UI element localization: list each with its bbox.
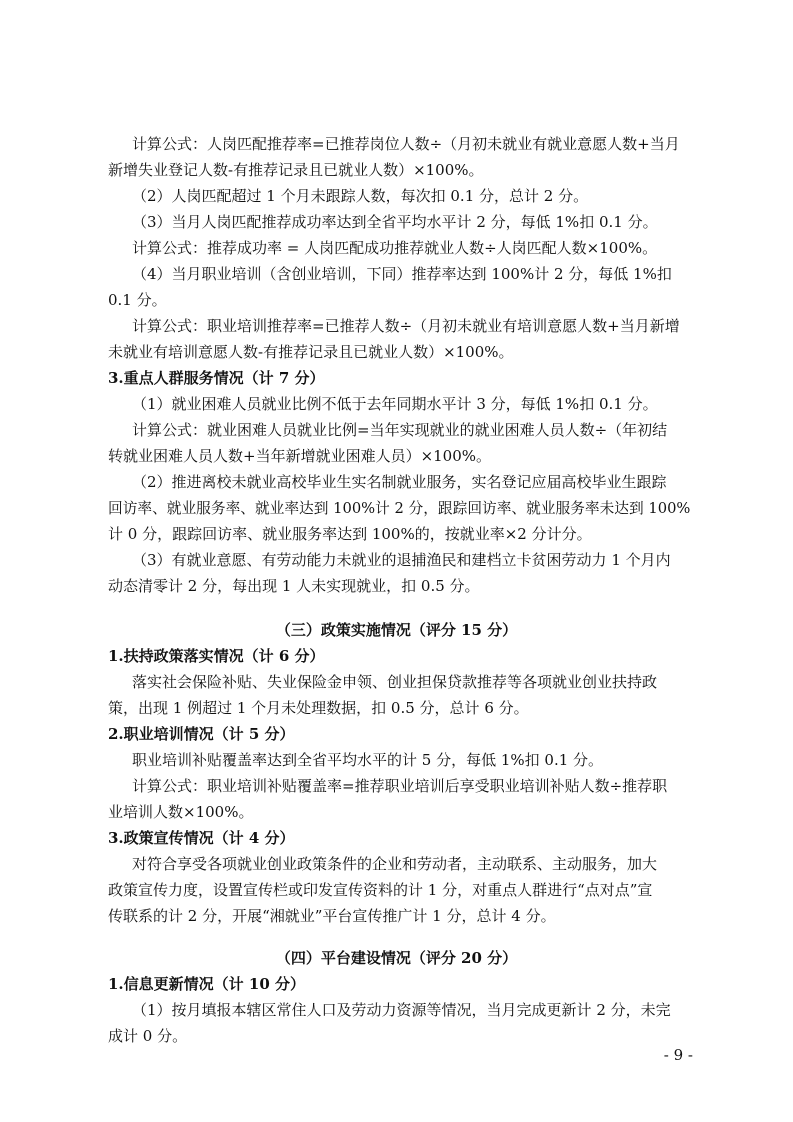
text-line: 计 0 分，跟踪回访率、就业服务率达到 100%的，按就业率×2 分计分。: [108, 525, 592, 543]
text-line: 新增失业登记人数-有推荐记录且已就业人数）×100%。: [108, 161, 484, 179]
text-line: （1）按月填报本辖区常住人口及劳动力资源等情况，当月完成更新计 2 分，未完: [132, 1001, 671, 1019]
text-line: 未就业有培训意愿人数-有推荐记录且已就业人数）×100%。: [108, 343, 514, 361]
text-line: （3）当月人岗匹配推荐成功率达到全省平均水平计 2 分，每低 1%扣 0.1 分。: [132, 213, 658, 231]
text-line: （2）推进离校未就业高校毕业生实名制就业服务，实名登记应届高校毕业生跟踪: [132, 473, 667, 491]
text-line: 职业培训补贴覆盖率达到全省平均水平的计 5 分，每低 1%扣 0.1 分。: [132, 751, 604, 769]
text-line: （1）就业困难人员就业比例不低于去年同期水平计 3 分，每低 1%扣 0.1 分。: [132, 395, 658, 413]
text-line: 0.1 分。: [108, 291, 167, 309]
text-line: 业培训人数×100%。: [108, 803, 254, 821]
text-line: （3）有就业意愿、有劳动能力未就业的退捕渔民和建档立卡贫困劳动力 1 个月内: [132, 551, 671, 569]
text-line: 计算公式：人岗匹配推荐率=已推荐岗位人数÷（月初未就业有就业意愿人数+当月: [132, 135, 680, 153]
section-heading: 2.职业培训情况（计 5 分）: [108, 725, 295, 743]
text-line: 计算公式：就业困难人员就业比例=当年实现就业的就业困难人员人数÷（年初结: [132, 421, 668, 439]
text-line: 计算公式：职业培训补贴覆盖率=推荐职业培训后享受职业培训补贴人数÷推荐职: [132, 777, 668, 795]
section-heading: 1.信息更新情况（计 10 分）: [108, 975, 305, 993]
text-line: 转就业困难人员人数+当年新增就业困难人员）×100%。: [108, 447, 492, 465]
text-line: 传联系的计 2 分，开展“湘就业”平台宣传推广计 1 分，总计 4 分。: [108, 907, 556, 925]
chapter-heading: （三）政策实施情况（评分 15 分）: [275, 621, 518, 639]
chapter-heading: （四）平台建设情况（评分 20 分）: [275, 949, 518, 967]
text-line: 动态清零计 2 分，每出现 1 人未实现就业，扣 0.5 分。: [108, 577, 480, 595]
text-line: 对符合享受各项就业创业政策条件的企业和劳动者，主动联系、主动服务，加大: [132, 855, 658, 873]
text-line: 策，出现 1 例超过 1 个月未处理数据，扣 0.5 分，总计 6 分。: [108, 699, 529, 717]
text-line: 成计 0 分。: [108, 1027, 188, 1045]
text-line: 落实社会保险补贴、失业保险金申领、创业担保贷款推荐等各项就业创业扶持政: [132, 673, 658, 691]
text-line: 计算公式：职业培训推荐率=已推荐人数÷（月初未就业有培训意愿人数+当月新增: [132, 317, 680, 335]
text-line: （2）人岗匹配超过 1 个月未跟踪人数，每次扣 0.1 分，总计 2 分。: [132, 187, 589, 205]
text-line: 回访率、就业服务率、就业率达到 100%计 2 分，跟踪回访率、就业服务率未达到 100%: [108, 499, 691, 517]
section-heading: 1.扶持政策落实情况（计 6 分）: [108, 647, 325, 665]
text-line: 政策宣传力度，设置宣传栏或印发宣传资料的计 1 分，对重点人群进行“点对点”宣: [108, 881, 653, 899]
text-line: 计算公式：推荐成功率 = 人岗匹配成功推荐就业人数÷人岗匹配人数×100%。: [132, 239, 658, 257]
section-heading: 3.重点人群服务情况（计 7 分）: [108, 369, 325, 387]
section-heading: 3.政策宣传情况（计 4 分）: [108, 829, 295, 847]
page-number: - 9 -: [663, 1046, 693, 1064]
text-line: （4）当月职业培训（含创业培训，下同）推荐率达到 100%计 2 分，每低 1%扣: [132, 265, 672, 283]
